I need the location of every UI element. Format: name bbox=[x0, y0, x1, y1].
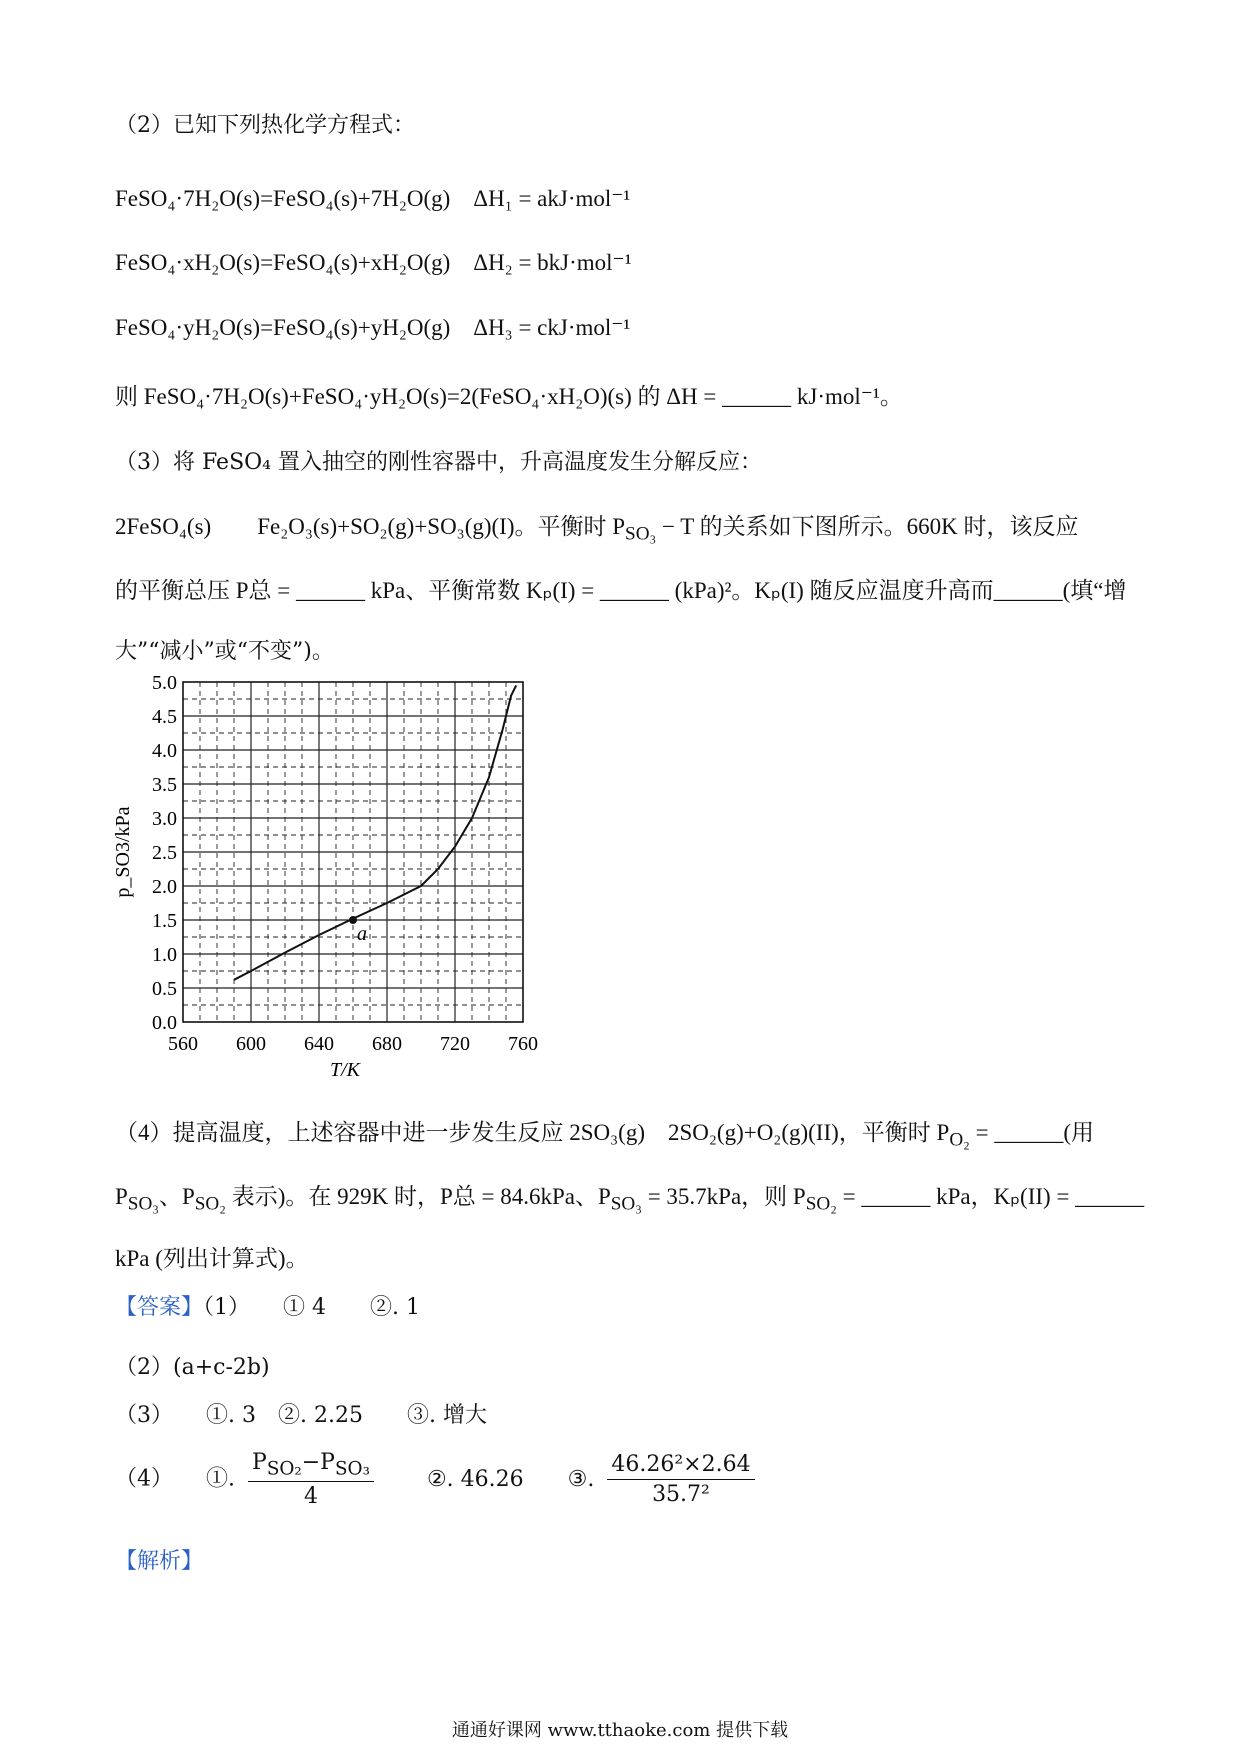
equation-1: FeSO₄·7H₂O(s)=FeSO₄(s)+7H₂O(g) ΔH₁ = akJ·mol⁻¹ bbox=[115, 186, 631, 211]
y-tick-label: 1.5 bbox=[152, 910, 177, 932]
q4-line3: kPa (列出计算式)。 bbox=[115, 1246, 309, 1271]
answer-4-mid: ②. 46.26 ③. bbox=[426, 1466, 595, 1492]
q4-line2: $P_{SO_3}$、$P_{SO_2}$ 表示)。在 929K 时，P总 = 84.6kPa、$P_{SO_3} = 35.7kPa$，则 $P_{SO_2}$ = ______ kPa，Kₚ(II) = ______ bbox=[115, 1184, 1145, 1215]
q3-intro: （3）将 FeSO₄ 置入抽空的刚性容器中，升高温度发生分解反应： bbox=[115, 450, 762, 475]
x-axis-label: T/K bbox=[329, 1059, 361, 1081]
equation-3: FeSO₄·yH₂O(s)=FeSO₄(s)+yH₂O(g) ΔH₃ = ckJ·mol⁻¹ bbox=[115, 315, 631, 340]
q3-line1: 2FeSO₄(s) Fe₂O₃(s)+SO₂(g)+SO₃(g)(I)。平衡时 $P_{SO_3} - T$ 的关系如下图所示。660K 时，该反应 bbox=[115, 514, 1079, 545]
x-tick-label: 640 bbox=[304, 1033, 334, 1055]
x-tick-label: 600 bbox=[236, 1033, 266, 1055]
x-tick-label: 680 bbox=[372, 1033, 402, 1055]
y-tick-label: 2.5 bbox=[152, 842, 177, 864]
answer-line-1 bbox=[115, 1290, 420, 1321]
chart-svg bbox=[112, 670, 545, 1090]
y-tick-label: 5.0 bbox=[152, 672, 177, 694]
y-axis-label: p_SO3/kPa bbox=[112, 806, 134, 898]
answer-4-prefix: （4） ①. bbox=[115, 1466, 235, 1492]
equation-2: FeSO₄·xH₂O(s)=FeSO₄(s)+xH₂O(g) ΔH₂ = bkJ·mol⁻¹ bbox=[115, 250, 632, 275]
footer: 通通好课网 www.tthaoke.com 提供下载 bbox=[451, 1720, 789, 1741]
series-line bbox=[234, 685, 516, 979]
analysis-tag: 【解析】 bbox=[115, 1549, 204, 1574]
x-tick-label: 560 bbox=[168, 1033, 198, 1055]
answer-tag: 【答案】 bbox=[115, 1295, 204, 1320]
fraction-1-numerator: $P_{SO_2}-P_{SO_3}$ bbox=[248, 1450, 374, 1482]
q3-line3: 大”“减小”或“不变”)。 bbox=[115, 639, 334, 664]
q3-line2: 的平衡总压 P总 = ______ kPa、平衡常数 Kₚ(I) = ______ (kPa)²。Kₚ(I) 随反应温度升高而______(填“增 bbox=[115, 578, 1127, 603]
point-a-label: a bbox=[357, 923, 367, 945]
y-tick-label: 4.5 bbox=[152, 706, 177, 728]
answer-4-fraction-1 bbox=[248, 1450, 374, 1509]
y-tick-label: 3.0 bbox=[152, 808, 177, 830]
q4-line1: （4）提高温度，上述容器中进一步发生反应 2SO₃(g) 2SO₂(g)+O₂(g)(II)，平衡时 $P_{O_2}$ = ______(用 bbox=[115, 1120, 1094, 1151]
q2-intro: （2）已知下列热化学方程式： bbox=[115, 113, 415, 138]
answer-1: （1） ① 4 ②. 1 bbox=[203, 1295, 420, 1320]
fraction-2-numerator: 46.26²×2.64 bbox=[607, 1452, 754, 1480]
y-tick-label: 1.0 bbox=[152, 944, 177, 966]
chart bbox=[112, 670, 545, 1090]
fraction-1-denominator: 4 bbox=[303, 1484, 318, 1510]
x-tick-label: 760 bbox=[508, 1033, 538, 1055]
x-tick-label: 720 bbox=[440, 1033, 470, 1055]
y-tick-label: 0.5 bbox=[152, 978, 177, 1000]
answer-3: （3） ①. 3 ②. 2.25 ③. 增大 bbox=[115, 1403, 487, 1428]
answer-4 bbox=[115, 1450, 761, 1509]
y-tick-label: 4.0 bbox=[152, 740, 177, 762]
fraction-2-denominator: 35.7² bbox=[652, 1482, 710, 1508]
answer-4-fraction-2 bbox=[607, 1452, 754, 1507]
point-a-marker bbox=[349, 916, 357, 924]
answer-2: （2）(a+c-2b) bbox=[115, 1355, 270, 1380]
y-tick-label: 3.5 bbox=[152, 774, 177, 796]
y-tick-label: 0.0 bbox=[152, 1012, 177, 1034]
q2-question: 则 FeSO₄·7H₂O(s)+FeSO₄·yH₂O(s)=2(FeSO₄·xH₂O)(s) 的 ΔH = ______ kJ·mol⁻¹。 bbox=[115, 384, 903, 409]
y-tick-label: 2.0 bbox=[152, 876, 177, 898]
